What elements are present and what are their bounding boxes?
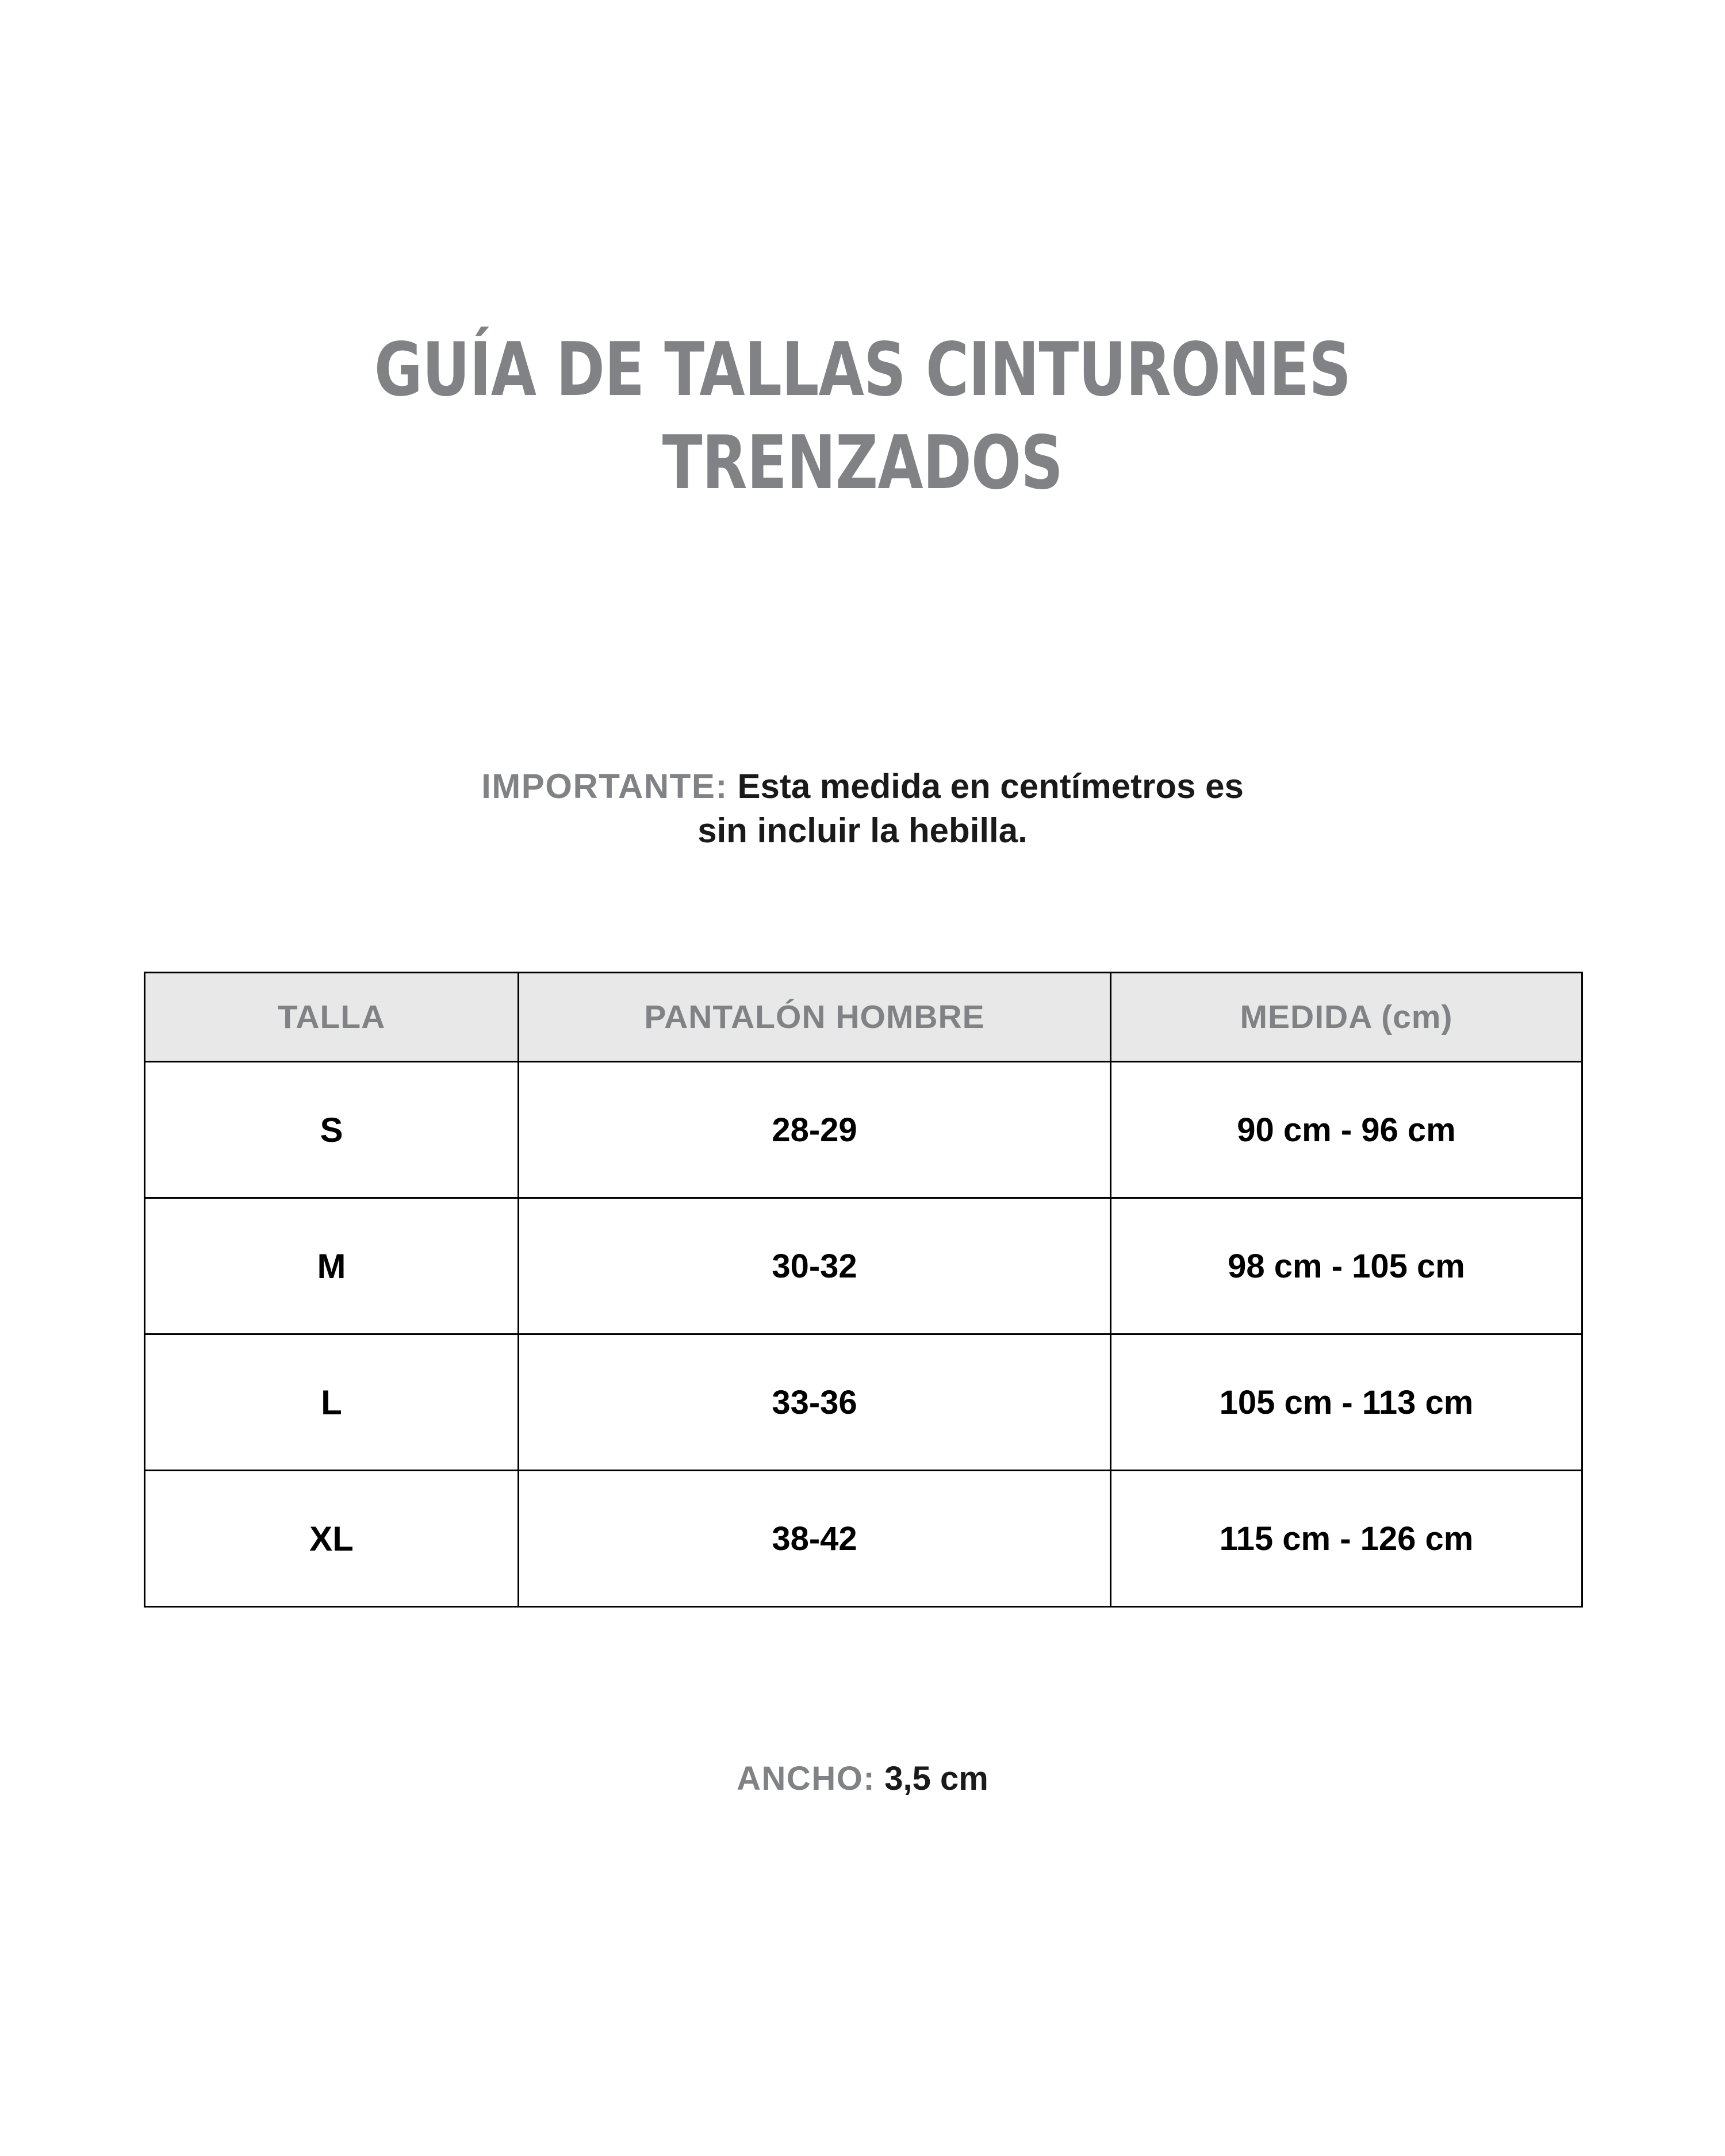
cell-medida: 98 cm - 105 cm [1111, 1198, 1582, 1334]
cell-pantalon: 30-32 [519, 1198, 1111, 1334]
important-note-label: IMPORTANTE: [481, 767, 728, 805]
size-table-container [144, 972, 1581, 1608]
cell-talla: M [145, 1198, 519, 1334]
cell-medida: 115 cm - 126 cm [1111, 1471, 1582, 1607]
column-header-medida: MEDIDA (cm) [1111, 973, 1582, 1062]
important-note-text-1: Esta medida en centímetros es [727, 767, 1244, 805]
table-header-row [145, 973, 1582, 1062]
table-row [145, 1471, 1582, 1607]
size-table-header [145, 973, 1582, 1062]
column-header-talla: TALLA [145, 973, 519, 1062]
page-title-line-1: GUÍA DE TALLAS CINTURONES [374, 327, 1351, 413]
table-row [145, 1062, 1582, 1198]
cell-medida: 90 cm - 96 cm [1111, 1062, 1582, 1198]
important-note [0, 765, 1725, 853]
important-note-line-1 [0, 765, 1725, 809]
cell-pantalon: 28-29 [519, 1062, 1111, 1198]
width-note-label: ANCHO: [737, 1760, 876, 1797]
cell-talla: S [145, 1062, 519, 1198]
cell-talla: XL [145, 1471, 519, 1607]
page-title-line-2: TRENZADOS [662, 420, 1063, 506]
table-row [145, 1334, 1582, 1471]
page-title [0, 327, 1725, 506]
size-table [144, 972, 1583, 1608]
cell-medida: 105 cm - 113 cm [1111, 1334, 1582, 1471]
width-note [0, 1759, 1725, 1798]
size-table-body [145, 1062, 1582, 1607]
width-note-value: 3,5 cm [875, 1760, 988, 1797]
column-header-pantalon: PANTALÓN HOMBRE [519, 973, 1111, 1062]
cell-pantalon: 38-42 [519, 1471, 1111, 1607]
important-note-text-2: sin incluir la hebilla. [697, 811, 1028, 850]
table-row [145, 1198, 1582, 1334]
cell-talla: L [145, 1334, 519, 1471]
cell-pantalon: 33-36 [519, 1334, 1111, 1471]
